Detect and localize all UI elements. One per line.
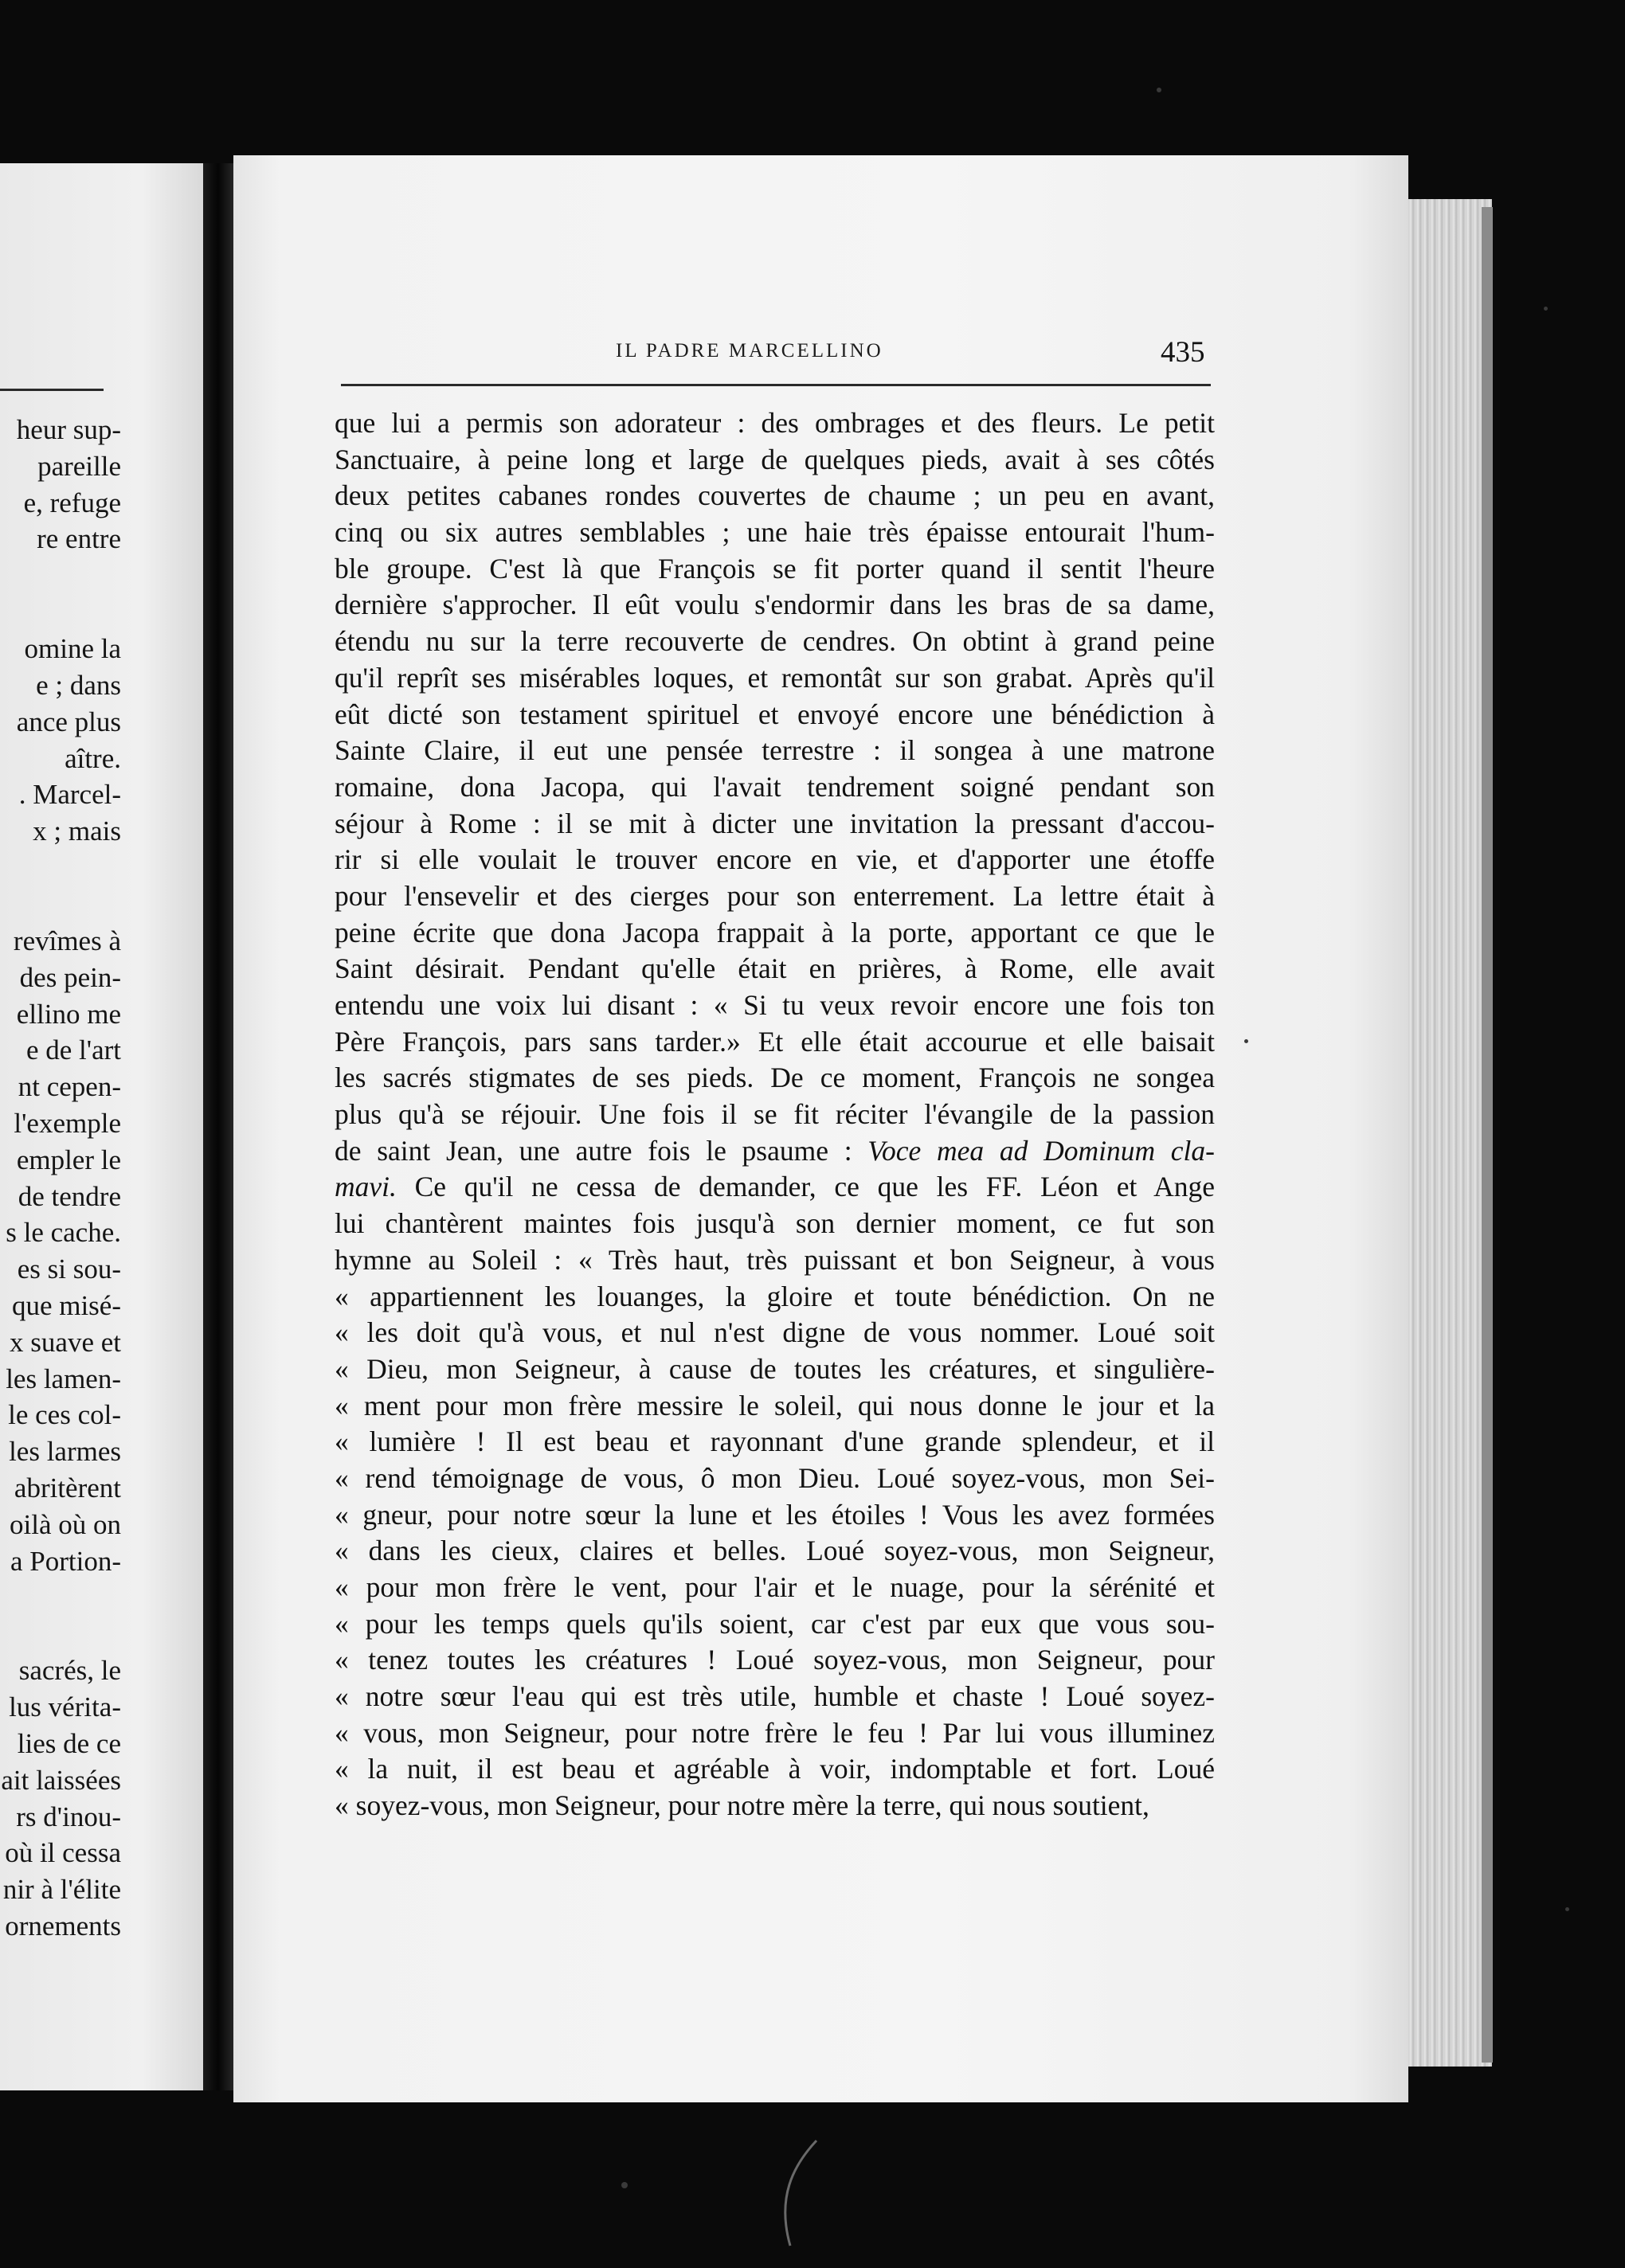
left-page-text bbox=[0, 412, 201, 1945]
text-line: Sainte Claire, il eut une pensée terrestre : il songea à une matrone bbox=[335, 734, 1215, 767]
text-line: Saint désirait. Pendant qu'elle était en prières, à Rome, elle avait bbox=[335, 952, 1215, 985]
left-line: es si sou- bbox=[17, 1253, 121, 1285]
left-line: re entre bbox=[37, 523, 121, 555]
text-line: « appartiennent les louanges, la gloire et toute bénédiction. On ne bbox=[335, 1280, 1215, 1312]
latin-quote-end: mavi. bbox=[335, 1171, 397, 1203]
left-line: x ; mais bbox=[33, 815, 121, 847]
text-line: « Dieu, mon Seigneur, à cause de toutes les créatures, et singulière- bbox=[335, 1352, 1215, 1385]
left-line: ellino me bbox=[16, 998, 121, 1030]
left-line: nt cepen- bbox=[18, 1071, 121, 1103]
text-line: « la nuit, il est beau et agréable à voir, indomptable et fort. Loué bbox=[335, 1753, 1215, 1785]
dust-speck bbox=[1157, 88, 1161, 92]
text-line: « soyez-vous, mon Seigneur, pour notre mère la terre, qui nous soutient, bbox=[335, 1789, 1149, 1822]
header-rule bbox=[341, 384, 1211, 386]
text-line: « pour les temps quels qu'ils soient, car c'est par eux que vous sou- bbox=[335, 1607, 1215, 1640]
page-edge-shadow bbox=[1482, 207, 1493, 2063]
left-line: s le cache. bbox=[6, 1217, 121, 1249]
left-line: que misé- bbox=[11, 1289, 121, 1321]
left-line: revîmes à bbox=[13, 925, 121, 956]
text-line: peine écrite que dona Jacopa frappait à la porte, apportant ce que le bbox=[335, 916, 1215, 948]
text-line: deux petites cabanes rondes couvertes de chaume ; un peu en avant, bbox=[335, 479, 1215, 512]
left-line: sacrés, le bbox=[18, 1655, 121, 1687]
left-line: ance plus bbox=[16, 706, 121, 737]
left-line: heur sup- bbox=[16, 414, 121, 445]
text-line: « rend témoignage de vous, ô mon Dieu. Loué soyez-vous, mon Sei- bbox=[335, 1461, 1215, 1494]
body-text bbox=[335, 405, 1215, 1824]
left-line: pareille bbox=[37, 450, 121, 482]
left-line: ornements bbox=[5, 1910, 121, 1941]
text-line: romaine, dona Jacopa, qui l'avait tendrement soigné pendant son bbox=[335, 770, 1215, 803]
left-line: e, refuge bbox=[23, 487, 121, 518]
left-line: où il cessa bbox=[5, 1837, 121, 1869]
text-line: ble groupe. C'est là que François se fit porter quand il sentit l'heure bbox=[335, 552, 1215, 585]
left-line: abritèrent bbox=[14, 1472, 121, 1504]
dust-speck bbox=[1544, 307, 1548, 311]
left-line: lies de ce bbox=[17, 1727, 121, 1759]
text-line: que lui a permis son adorateur : des ombrages et des fleurs. Le petit bbox=[335, 407, 1215, 439]
page-edge-stack bbox=[1408, 199, 1492, 2067]
text-span: de saint Jean, une autre fois le psaume : bbox=[335, 1134, 868, 1167]
text-line: « lumière ! Il est beau et rayonnant d'une grande splendeur, et il bbox=[335, 1425, 1215, 1458]
text-line: « pour mon frère le vent, pour l'air et le nuage, pour la sérénité et bbox=[335, 1571, 1215, 1603]
left-line: lus vérita- bbox=[9, 1691, 121, 1723]
text-line: « les doit qu'à vous, et nul n'est digne de vous nommer. Loué soit bbox=[335, 1316, 1215, 1349]
text-line: hymne au Soleil : « Très haut, très puissant et bon Seigneur, à vous bbox=[335, 1243, 1215, 1276]
text-line: dernière s'approcher. Il eût voulu s'endormir dans les bras de sa dame, bbox=[335, 589, 1215, 621]
text-line: Père François, pars sans tarder.» Et elle était accourue et elle baisait bbox=[335, 1025, 1215, 1058]
text-line: rir si elle voulait le trouver encore en vie, et d'apporter une étoffe bbox=[335, 843, 1215, 876]
left-line: de tendre bbox=[18, 1180, 121, 1212]
left-line: rs d'inou- bbox=[16, 1801, 121, 1832]
left-line: des pein- bbox=[19, 961, 121, 993]
left-line: les larmes bbox=[9, 1436, 121, 1468]
text-line bbox=[335, 1169, 1215, 1206]
book-gutter bbox=[203, 163, 233, 2090]
left-line: omine la bbox=[24, 633, 121, 665]
text-line bbox=[335, 1133, 1215, 1170]
text-line: séjour à Rome : il se mit à dicter une invitation la pressant d'accou- bbox=[335, 807, 1215, 839]
text-line: « dans les cieux, claires et belles. Loué soyez-vous, mon Seigneur, bbox=[335, 1535, 1215, 1567]
running-head-title: IL PADRE MARCELLINO bbox=[616, 340, 883, 362]
dust-speck bbox=[1565, 1907, 1569, 1911]
left-line: nir à l'élite bbox=[2, 1874, 121, 1906]
text-line: eût dicté son testament spirituel et envoyé encore une bénédiction à bbox=[335, 698, 1215, 730]
left-line: e ; dans bbox=[36, 669, 121, 701]
left-line-gap bbox=[0, 557, 201, 631]
text-line: cinq ou six autres semblables ; une haie très épaisse entourait l'hum- bbox=[335, 516, 1215, 549]
left-line: . Marcel- bbox=[18, 779, 121, 811]
left-facing-page bbox=[0, 163, 203, 2090]
left-line: oilà où on bbox=[10, 1508, 121, 1540]
text-line: « ment pour mon frère messire le soleil, qui nous donne le jour et la bbox=[335, 1389, 1215, 1421]
text-line: « notre sœur l'eau qui est très utile, humble et chaste ! Loué soyez- bbox=[335, 1680, 1215, 1713]
text-span: Ce qu'il ne cessa de demander, ce que les FF. Léon et Ange bbox=[396, 1171, 1215, 1203]
text-line: Sanctuaire, à peine long et large de quelques pieds, avait à ses côtés bbox=[335, 443, 1215, 475]
left-page-rule bbox=[0, 389, 104, 391]
scan-hair-mark bbox=[773, 2134, 820, 2254]
text-line: étendu nu sur la terre recouverte de cendres. On obtint à grand peine bbox=[335, 625, 1215, 658]
text-line: « gneur, pour notre sœur la lune et les étoiles ! Vous les avez formées bbox=[335, 1498, 1215, 1531]
left-line-gap bbox=[0, 1579, 201, 1652]
dust-speck bbox=[1244, 1039, 1248, 1043]
left-line: aître. bbox=[65, 742, 121, 774]
text-line: « tenez toutes les créatures ! Loué soyez-vous, mon Seigneur, pour bbox=[335, 1644, 1215, 1676]
text-line: plus qu'à se réjouir. Une fois il se fit réciter l'évangile de la passion bbox=[335, 1098, 1215, 1131]
left-line: le ces col- bbox=[8, 1399, 121, 1431]
left-line-gap bbox=[0, 850, 201, 923]
text-line: les sacrés stigmates de ses pieds. De ce moment, François ne songea bbox=[335, 1062, 1215, 1094]
text-line: « vous, mon Seigneur, pour notre frère le feu ! Par lui vous illuminez bbox=[335, 1716, 1215, 1749]
left-line: e de l'art bbox=[25, 1034, 121, 1066]
page-number: 435 bbox=[1161, 336, 1205, 369]
left-line: x suave et bbox=[10, 1326, 121, 1358]
left-line: a Portion- bbox=[10, 1545, 121, 1577]
left-line: ait laissées bbox=[1, 1764, 121, 1796]
dust-speck bbox=[621, 2182, 628, 2188]
latin-quote: Voce mea ad Dominum cla- bbox=[867, 1134, 1215, 1167]
text-line: entendu une voix lui disant : « Si tu veux revoir encore une fois ton bbox=[335, 989, 1215, 1021]
text-line: lui chantèrent maintes fois jusqu'à son dernier moment, ce fut son bbox=[335, 1207, 1215, 1240]
text-line: qu'il reprît ses misérables loques, et remontât sur son grabat. Après qu'il bbox=[335, 661, 1215, 694]
text-line: pour l'ensevelir et des cierges pour son enterrement. La lettre était à bbox=[335, 879, 1215, 912]
left-line: empler le bbox=[16, 1144, 121, 1175]
left-line: l'exemple bbox=[14, 1107, 121, 1139]
running-head bbox=[0, 336, 1625, 372]
left-line: les lamen- bbox=[6, 1363, 121, 1394]
